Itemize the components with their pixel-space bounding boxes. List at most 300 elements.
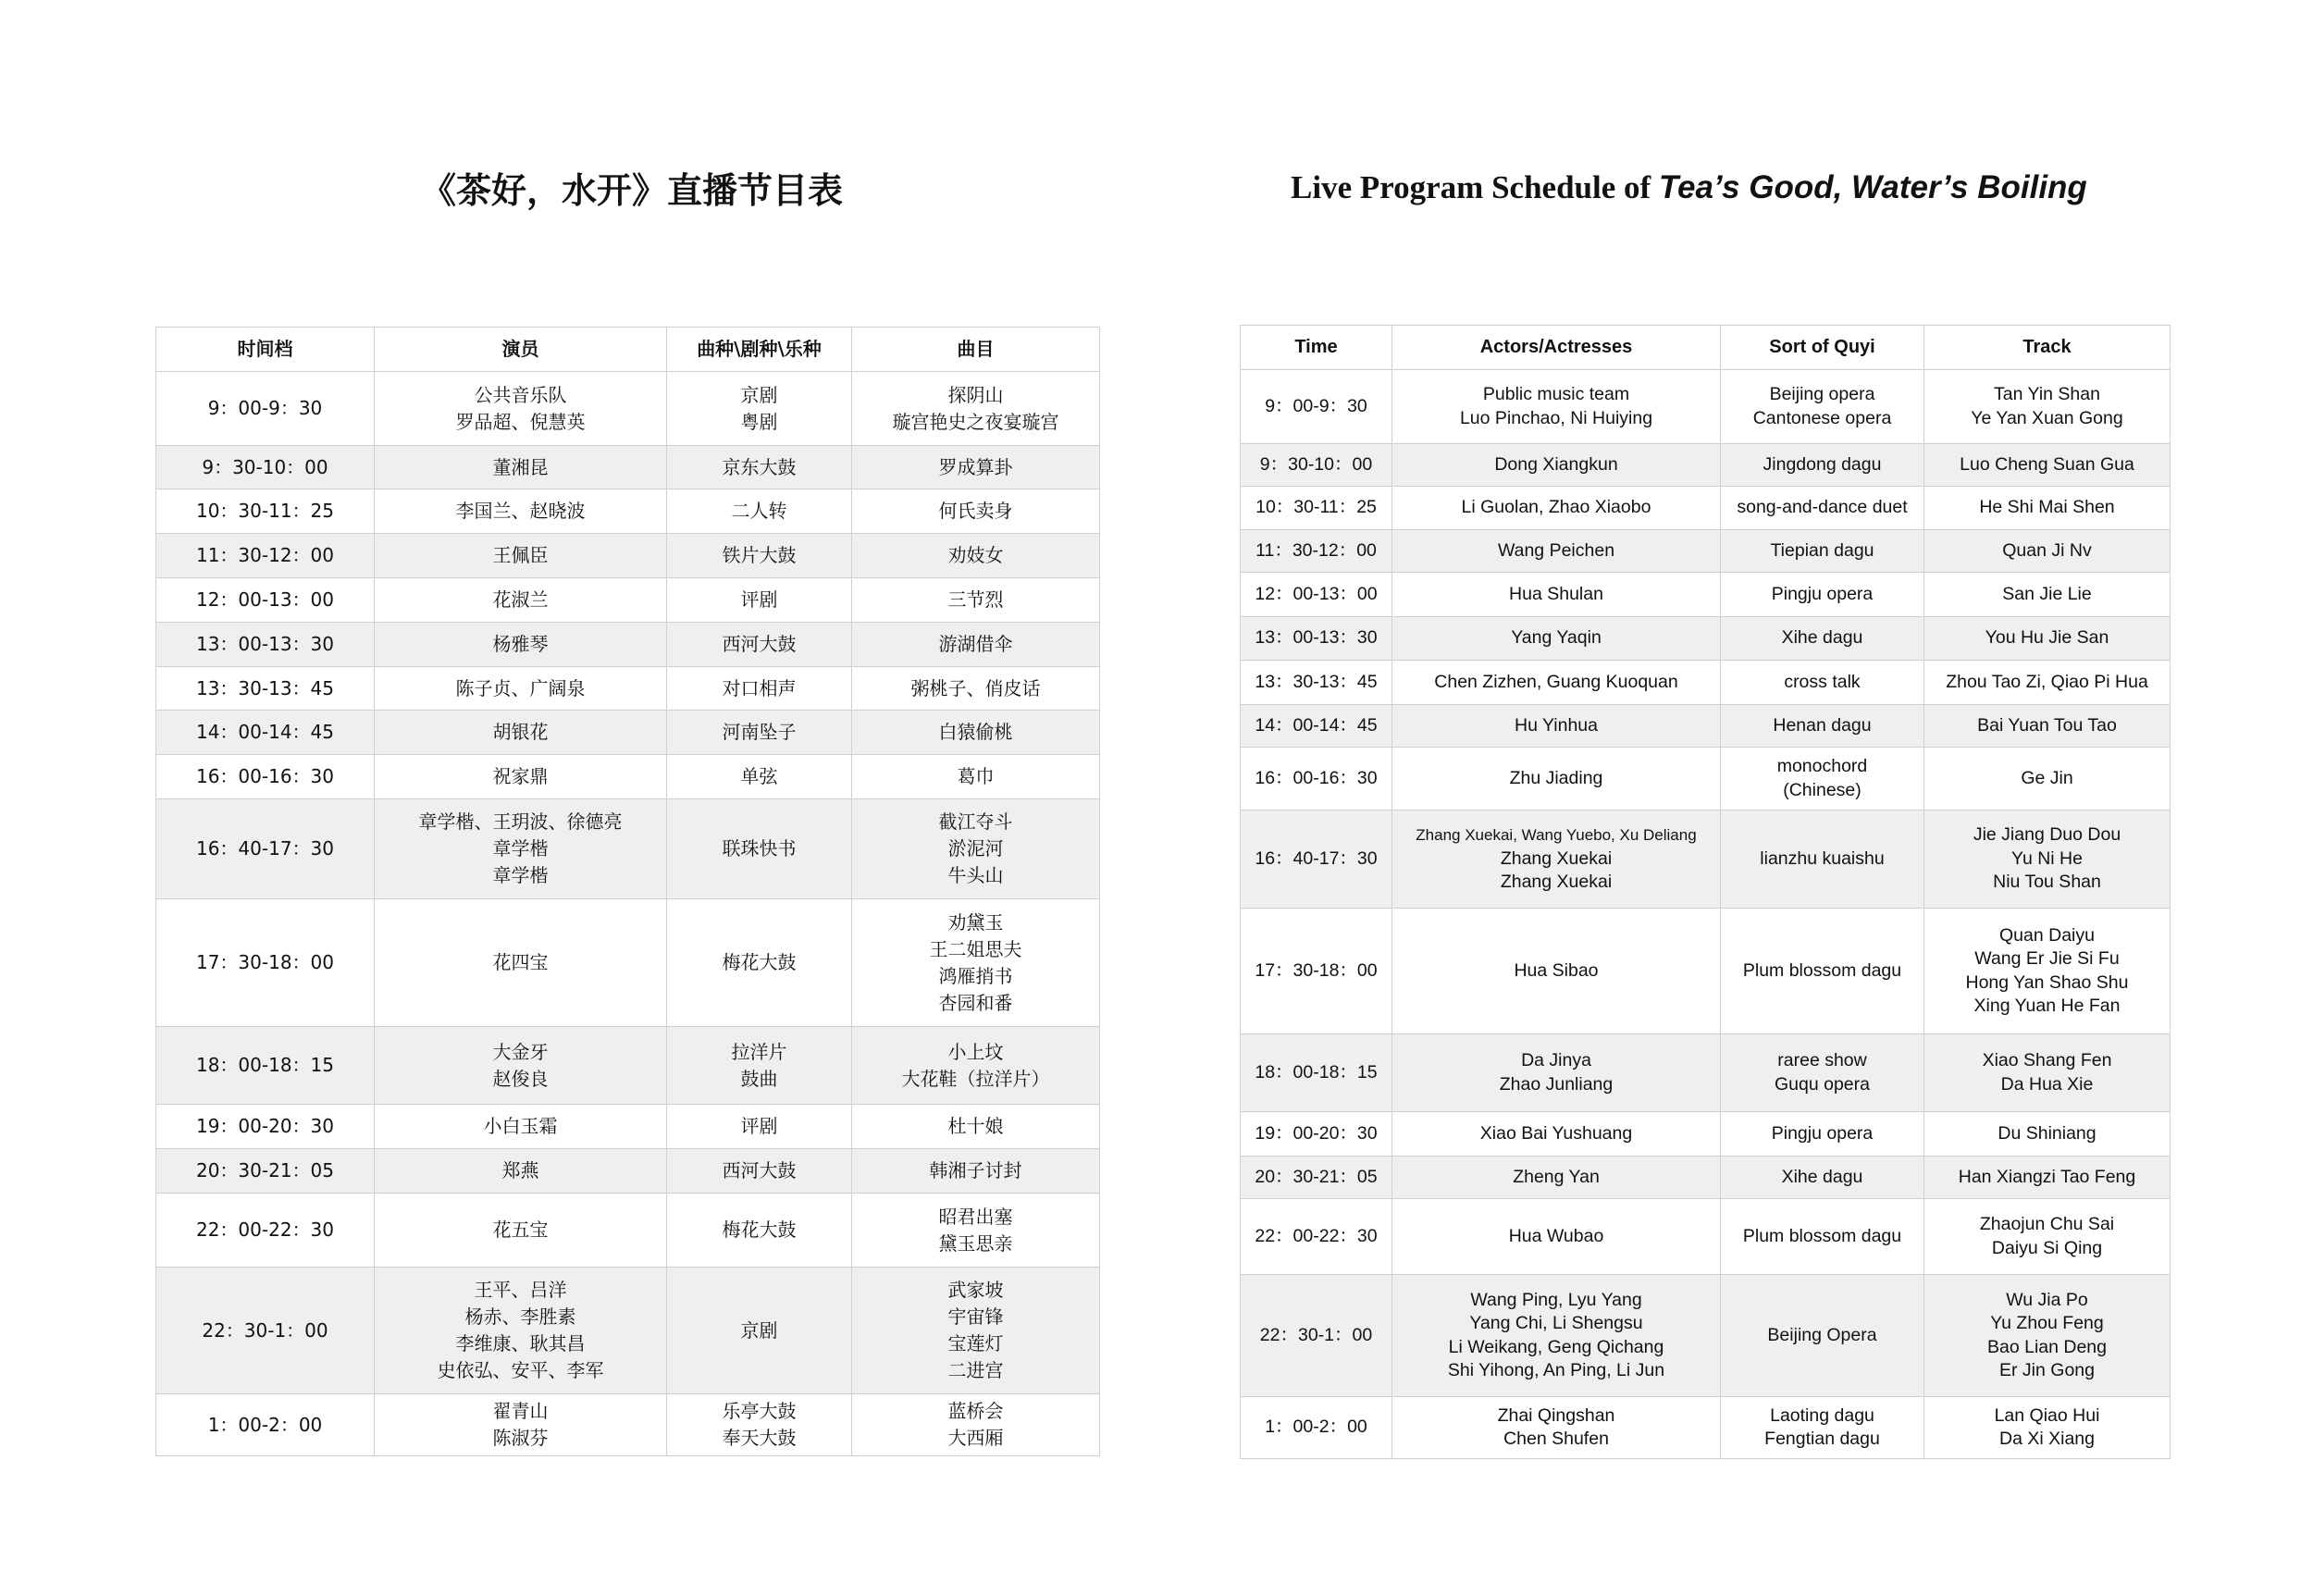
cell-line: 对口相声: [722, 676, 797, 699]
cell-line: 杜十娘: [947, 1115, 1004, 1137]
actors-cell: [1392, 810, 1721, 909]
cell-line: 粤剧: [740, 410, 778, 433]
actors-cell: [375, 446, 667, 489]
cell-line: 14：00-14：45: [1255, 714, 1378, 736]
track-cell: [852, 534, 1100, 578]
cell-line: 宇宙锋: [947, 1305, 1004, 1328]
cell-line: Zhou Tao Zi, Qiao Pi Hua: [1946, 671, 2148, 692]
cell-line: Niu Tou Shan: [1993, 872, 2101, 893]
cell-line: Xihe dagu: [1781, 627, 1863, 649]
cell-line: 乐亭大鼓: [722, 1400, 797, 1422]
cell-line: 昭君出塞: [938, 1205, 1013, 1228]
actors-cell: [375, 1105, 667, 1149]
table-row: [1241, 573, 2171, 617]
actors-cell: [1392, 1199, 1721, 1275]
sort-cell: [1721, 1034, 1924, 1112]
table-row: [1241, 661, 2171, 705]
actors-cell: [1392, 573, 1721, 617]
actors-cell: [375, 372, 667, 446]
sort-cell: [667, 899, 852, 1027]
table-row: [1241, 530, 2171, 573]
cell-line: 16：40-17：30: [1255, 847, 1378, 869]
sort-cell: [1721, 617, 1924, 661]
track-cell: [1924, 487, 2171, 530]
time-cell: [156, 1149, 375, 1194]
cell-line: 鼓曲: [740, 1067, 778, 1090]
time-cell: [156, 899, 375, 1027]
cell-line: 陈子贞、广阔泉: [455, 676, 586, 699]
cell-line: 17：30-18：00: [195, 951, 334, 973]
sort-cell: [667, 1194, 852, 1268]
sort-cell: [1721, 1397, 1924, 1459]
cell-line: 9：30-10：00: [1259, 453, 1373, 475]
table-row: [1241, 617, 2171, 661]
sort-cell: [1721, 487, 1924, 530]
cell-line: 郑燕: [501, 1159, 539, 1182]
cell-line: Bai Yuan Tou Tao: [1977, 714, 2117, 736]
cell-line: Yu Ni He: [2011, 847, 2083, 869]
time-cell: [1241, 617, 1392, 661]
actors-cell: [1392, 370, 1721, 444]
actors-cell: [375, 1394, 667, 1456]
table-header-row: [1241, 326, 2171, 370]
column-header-time: 时间档: [156, 328, 375, 372]
cell-line: Dong Xiangkun: [1494, 453, 1618, 475]
time-cell: [156, 799, 375, 899]
cell-line: He Shi Mai Shen: [1979, 497, 2115, 518]
cell-line: Li Guolan, Zhao Xiaobo: [1461, 497, 1651, 518]
sort-cell: [1721, 573, 1924, 617]
track-cell: [852, 578, 1100, 623]
cell-line: 铁片大鼓: [722, 544, 797, 566]
cell-line: Xihe dagu: [1781, 1166, 1863, 1187]
sort-cell: [667, 446, 852, 489]
cell-line: Daiyu Si Qing: [1991, 1237, 2103, 1258]
time-cell: [1241, 1034, 1392, 1112]
track-cell: [1924, 444, 2171, 487]
cell-line: 李维康、耿其昌: [455, 1332, 586, 1355]
table-row: [1241, 1397, 2171, 1459]
cell-line: 杨雅琴: [492, 633, 549, 655]
sort-cell: [667, 755, 852, 799]
track-cell: [852, 446, 1100, 489]
cell-line: Jie Jiang Duo Dou: [1973, 824, 2121, 846]
track-cell: [1924, 1199, 2171, 1275]
track-cell: [852, 1105, 1100, 1149]
table-row: [1241, 444, 2171, 487]
cell-line: 17：30-18：00: [1255, 959, 1378, 981]
cell-line: Yang Chi, Li Shengsu: [1469, 1313, 1643, 1333]
cell-line: 12：00-13：00: [1255, 583, 1378, 604]
track-cell: [1924, 617, 2171, 661]
time-cell: [1241, 1199, 1392, 1275]
cell-line: 小白玉霜: [483, 1115, 558, 1137]
sort-cell: [1721, 444, 1924, 487]
actors-cell: [375, 1149, 667, 1194]
cell-line: Guqu opera: [1775, 1073, 1870, 1095]
column-header-time: Time: [1241, 326, 1392, 370]
cell-line: 奉天大鼓: [722, 1427, 797, 1449]
column-header-sort: Sort of Quyi: [1721, 326, 1924, 370]
track-cell: [1924, 705, 2171, 748]
cell-line: Zhang Xuekai, Wang Yuebo, Xu Deliang: [1416, 826, 1697, 845]
actors-cell: [1392, 1157, 1721, 1199]
cell-line: 20：30-21：05: [195, 1159, 334, 1182]
table-row: [1241, 1275, 2171, 1397]
cell-line: 14：00-14：45: [195, 721, 334, 743]
cell-line: 13：00-13：30: [1255, 627, 1378, 649]
time-cell: [1241, 487, 1392, 530]
cell-line: 白猿偷桃: [938, 721, 1013, 743]
cell-line: Li Weikang, Geng Qichang: [1448, 1336, 1664, 1357]
cell-line: Hua Shulan: [1509, 583, 1603, 604]
cell-line: 二人转: [731, 500, 787, 522]
cell-line: Luo Pinchao, Ni Huiying: [1459, 407, 1653, 428]
cell-line: 大金牙: [492, 1040, 549, 1063]
cell-line: Ge Jin: [2021, 767, 2073, 788]
track-cell: [852, 667, 1100, 711]
cell-line: 22：30-1：00: [1259, 1324, 1373, 1345]
cell-line: 葛巾: [957, 765, 995, 787]
cell-line: 10：30-11：25: [1255, 497, 1377, 518]
cell-line: 花四宝: [492, 951, 549, 973]
track-cell: [852, 1027, 1100, 1105]
cell-line: 西河大鼓: [722, 633, 797, 655]
table-row: [156, 1105, 1100, 1149]
cell-line: 公共音乐队: [474, 383, 567, 406]
cell-line: 璇宫艳史之夜宴璇宫: [892, 410, 1059, 433]
cell-line: song-and-dance duet: [1737, 497, 1908, 518]
cell-line: 16：00-16：30: [1255, 767, 1378, 788]
cell-line: 22：00-22：30: [195, 1219, 334, 1241]
table-row: [156, 372, 1100, 446]
cell-line: 11：30-12：00: [1255, 539, 1377, 561]
cell-line: 章学楷: [492, 837, 549, 860]
actors-cell: [1392, 1112, 1721, 1157]
time-cell: [1241, 530, 1392, 573]
track-cell: [852, 489, 1100, 534]
time-cell: [156, 755, 375, 799]
cell-line: 大西厢: [947, 1427, 1004, 1449]
track-cell: [852, 1268, 1100, 1394]
cell-line: 20：30-21：05: [1255, 1166, 1378, 1187]
actors-cell: [1392, 1034, 1721, 1112]
track-cell: [1924, 909, 2171, 1034]
cell-line: Wu Jia Po: [2006, 1289, 2088, 1310]
time-cell: [156, 1105, 375, 1149]
time-cell: [156, 446, 375, 489]
cell-line: Hong Yan Shao Shu: [1965, 971, 2129, 993]
sort-cell: [667, 578, 852, 623]
cell-line: (Chinese): [1783, 779, 1862, 800]
cell-line: Zhai Qingshan: [1497, 1404, 1615, 1426]
cell-line: 杨赤、李胜素: [464, 1305, 576, 1328]
cell-line: 9：30-10：00: [202, 455, 328, 478]
table-row: [1241, 810, 2171, 909]
cell-line: 劝黛玉: [947, 910, 1004, 934]
time-cell: [1241, 444, 1392, 487]
cell-line: 18：00-18：15: [195, 1054, 334, 1076]
sort-cell: [667, 1394, 852, 1456]
cell-line: 祝家鼎: [492, 765, 549, 787]
actors-cell: [1392, 487, 1721, 530]
actors-cell: [375, 667, 667, 711]
actors-cell: [1392, 444, 1721, 487]
cell-line: cross talk: [1784, 671, 1861, 692]
cell-line: 牛头山: [947, 864, 1004, 886]
cell-line: Plum blossom dagu: [1742, 959, 1902, 981]
cell-line: Zhaojun Chu Sai: [1979, 1214, 2115, 1234]
cell-line: 赵俊良: [492, 1067, 549, 1090]
track-cell: [1924, 530, 2171, 573]
cell-line: Quan Daiyu: [1999, 924, 2095, 946]
cell-line: 董湘昆: [492, 455, 549, 478]
cell-line: 胡银花: [492, 721, 549, 743]
cell-line: lianzhu kuaishu: [1760, 847, 1885, 869]
cell-line: 9：00-9：30: [1265, 395, 1367, 416]
cell-line: 杏园和番: [938, 991, 1013, 1014]
cell-line: Luo Cheng Suan Gua: [1960, 453, 2134, 475]
track-cell: [852, 899, 1100, 1027]
sort-cell: [667, 667, 852, 711]
actors-cell: [1392, 748, 1721, 810]
sort-cell: [1721, 748, 1924, 810]
track-cell: [852, 1149, 1100, 1194]
cell-line: Wang Ping, Lyu Yang: [1470, 1289, 1642, 1310]
cell-line: 小上坟: [947, 1040, 1004, 1063]
table-row: [1241, 748, 2171, 810]
actors-cell: [1392, 661, 1721, 705]
column-header-actors: Actors/Actresses: [1392, 326, 1721, 370]
actors-cell: [375, 534, 667, 578]
sort-cell: [667, 623, 852, 667]
actors-cell: [375, 578, 667, 623]
cell-line: Beijing Opera: [1767, 1324, 1877, 1345]
cell-line: 12：00-13：00: [195, 588, 334, 611]
track-cell: [1924, 1034, 2171, 1112]
cell-line: San Jie Lie: [2002, 583, 2092, 604]
cell-line: Jingdong dagu: [1763, 453, 1882, 475]
table-row: [1241, 1112, 2171, 1157]
cell-line: Tiepian dagu: [1770, 539, 1874, 561]
cell-line: 拉洋片: [731, 1040, 787, 1063]
time-cell: [156, 667, 375, 711]
cell-line: 章学楷: [492, 864, 549, 886]
cell-line: 单弦: [740, 765, 778, 787]
sort-cell: [667, 489, 852, 534]
actors-cell: [375, 799, 667, 899]
time-cell: [156, 578, 375, 623]
cell-line: Yu Zhou Feng: [1990, 1313, 2104, 1333]
sort-cell: [667, 372, 852, 446]
time-cell: [156, 534, 375, 578]
cell-line: Beijing opera: [1769, 384, 1875, 404]
cell-line: 联珠快书: [722, 837, 797, 860]
time-cell: [1241, 1275, 1392, 1397]
time-cell: [156, 1027, 375, 1105]
actors-cell: [375, 755, 667, 799]
cell-line: Du Shiniang: [1998, 1122, 2097, 1144]
english-schedule-table: [1240, 325, 2171, 1459]
sort-cell: [667, 1027, 852, 1105]
track-cell: [1924, 1157, 2171, 1199]
track-cell: [1924, 573, 2171, 617]
cell-line: 梅花大鼓: [722, 1219, 797, 1241]
cell-line: Hu Yinhua: [1515, 714, 1598, 736]
cell-line: 罗成算卦: [938, 455, 1013, 478]
cell-line: Public music team: [1482, 384, 1630, 404]
cell-line: 游湖借伞: [938, 633, 1013, 655]
sort-cell: [1721, 1112, 1924, 1157]
cell-line: 22：30-1：00: [202, 1318, 328, 1342]
cell-line: Tan Yin Shan: [1994, 384, 2100, 404]
cell-line: 16：00-16：30: [195, 765, 334, 787]
table-row: [156, 1194, 1100, 1268]
english-title-prefix: Live Program Schedule of: [1291, 169, 1659, 205]
cell-line: Hua Wubao: [1508, 1225, 1604, 1246]
column-header-track: Track: [1924, 326, 2171, 370]
actors-cell: [375, 899, 667, 1027]
time-cell: [156, 489, 375, 534]
actors-cell: [1392, 530, 1721, 573]
sort-cell: [1721, 1157, 1924, 1199]
cell-line: Er Jin Gong: [1999, 1360, 2095, 1380]
cell-line: raree show: [1777, 1050, 1867, 1070]
cell-line: Ye Yan Xuan Gong: [1971, 407, 2123, 428]
time-cell: [1241, 573, 1392, 617]
cell-line: 梅花大鼓: [722, 951, 797, 973]
sort-cell: [1721, 705, 1924, 748]
cell-line: 李国兰、赵晓波: [455, 500, 586, 522]
cell-line: Zhang Xuekai: [1500, 847, 1613, 869]
cell-line: 陈淑芬: [492, 1427, 549, 1449]
chinese-schedule-table: [155, 327, 1100, 1456]
table-row: [1241, 1199, 2171, 1275]
cell-line: 花五宝: [492, 1219, 549, 1241]
column-header-track: 曲目: [852, 328, 1100, 372]
table-row: [1241, 1157, 2171, 1199]
actors-cell: [375, 1027, 667, 1105]
time-cell: [156, 372, 375, 446]
track-cell: [852, 755, 1100, 799]
table-header-row: [156, 328, 1100, 372]
cell-line: Hua Sibao: [1514, 959, 1599, 981]
cell-line: Xing Yuan He Fan: [1973, 996, 2121, 1016]
sort-cell: [667, 1268, 852, 1394]
cell-line: Da Hua Xie: [2000, 1073, 2094, 1095]
cell-line: Cantonese opera: [1752, 407, 1892, 428]
sort-cell: [1721, 810, 1924, 909]
cell-line: 10：30-11：25: [195, 500, 334, 522]
cell-line: 蓝桥会: [947, 1400, 1004, 1422]
cell-line: Wang Peichen: [1497, 539, 1615, 561]
cell-line: 18：00-18：15: [1255, 1061, 1378, 1083]
cell-line: Lan Qiao Hui: [1994, 1404, 2100, 1426]
cell-line: 史依弘、安平、李军: [437, 1359, 604, 1381]
actors-cell: [375, 1268, 667, 1394]
time-cell: [1241, 1397, 1392, 1459]
cell-line: 1：00-2：00: [1265, 1417, 1367, 1438]
time-cell: [156, 711, 375, 755]
cell-line: 何氏卖身: [938, 500, 1013, 522]
table-row: [156, 1027, 1100, 1105]
cell-line: 粥桃子、俏皮话: [910, 676, 1041, 699]
time-cell: [156, 1268, 375, 1394]
cell-line: 探阴山: [947, 383, 1004, 406]
track-cell: [852, 372, 1100, 446]
time-cell: [156, 1394, 375, 1456]
track-cell: [1924, 1112, 2171, 1157]
column-header-sort: 曲种\剧种\乐种: [667, 328, 852, 372]
english-table-body: [1241, 370, 2171, 1459]
cell-line: Chen Shufen: [1503, 1429, 1609, 1449]
cell-line: Yang Yaqin: [1511, 627, 1602, 649]
cell-line: monochord: [1776, 756, 1868, 776]
sort-cell: [1721, 370, 1924, 444]
track-cell: [852, 799, 1100, 899]
cell-line: 三节烈: [947, 588, 1004, 611]
sort-cell: [667, 1149, 852, 1194]
cell-line: 22：00-22：30: [1255, 1225, 1378, 1246]
time-cell: [156, 623, 375, 667]
cell-line: 劝妓女: [947, 544, 1004, 566]
track-cell: [852, 711, 1100, 755]
table-row: [1241, 370, 2171, 444]
time-cell: [1241, 1112, 1392, 1157]
cell-line: 京东大鼓: [722, 455, 797, 478]
table-row: [156, 446, 1100, 489]
chinese-title: 《茶好，水开》直播节目表: [421, 170, 844, 211]
cell-line: 黛玉思亲: [938, 1231, 1013, 1255]
cell-line: 13：00-13：30: [195, 633, 334, 655]
cell-line: Da Xi Xiang: [1999, 1429, 2095, 1449]
cell-line: 河南坠子: [722, 721, 797, 743]
table-row: [156, 1149, 1100, 1194]
cell-line: 武家坡: [947, 1279, 1004, 1301]
actors-cell: [375, 489, 667, 534]
english-title: [1291, 169, 2087, 206]
column-header-actors: 演员: [375, 328, 667, 372]
sort-cell: [667, 799, 852, 899]
track-cell: [1924, 1275, 2171, 1397]
cell-line: 评剧: [740, 588, 778, 611]
track-cell: [1924, 748, 2171, 810]
sort-cell: [1721, 661, 1924, 705]
cell-line: Shi Yihong, An Ping, Li Jun: [1447, 1360, 1665, 1380]
cell-line: Zheng Yan: [1513, 1166, 1600, 1187]
time-cell: [1241, 705, 1392, 748]
sort-cell: [667, 1105, 852, 1149]
actors-cell: [1392, 1275, 1721, 1397]
cell-line: 13：30-13：45: [195, 676, 334, 699]
cell-line: 花淑兰: [492, 588, 549, 611]
cell-line: 1：00-2：00: [207, 1413, 323, 1436]
cell-line: Xiao Shang Fen: [1982, 1050, 2112, 1070]
cell-line: 罗品超、倪慧英: [455, 410, 586, 433]
actors-cell: [375, 711, 667, 755]
actors-cell: [1392, 909, 1721, 1034]
cell-line: 京剧: [740, 383, 778, 406]
sort-cell: [667, 534, 852, 578]
table-row: [156, 667, 1100, 711]
cell-line: Laoting dagu: [1770, 1404, 1874, 1426]
time-cell: [1241, 370, 1392, 444]
table-row: [156, 711, 1100, 755]
cell-line: 13：30-13：45: [1255, 671, 1378, 692]
cell-line: 宝莲灯: [947, 1332, 1004, 1355]
sort-cell: [1721, 530, 1924, 573]
table-row: [1241, 705, 2171, 748]
